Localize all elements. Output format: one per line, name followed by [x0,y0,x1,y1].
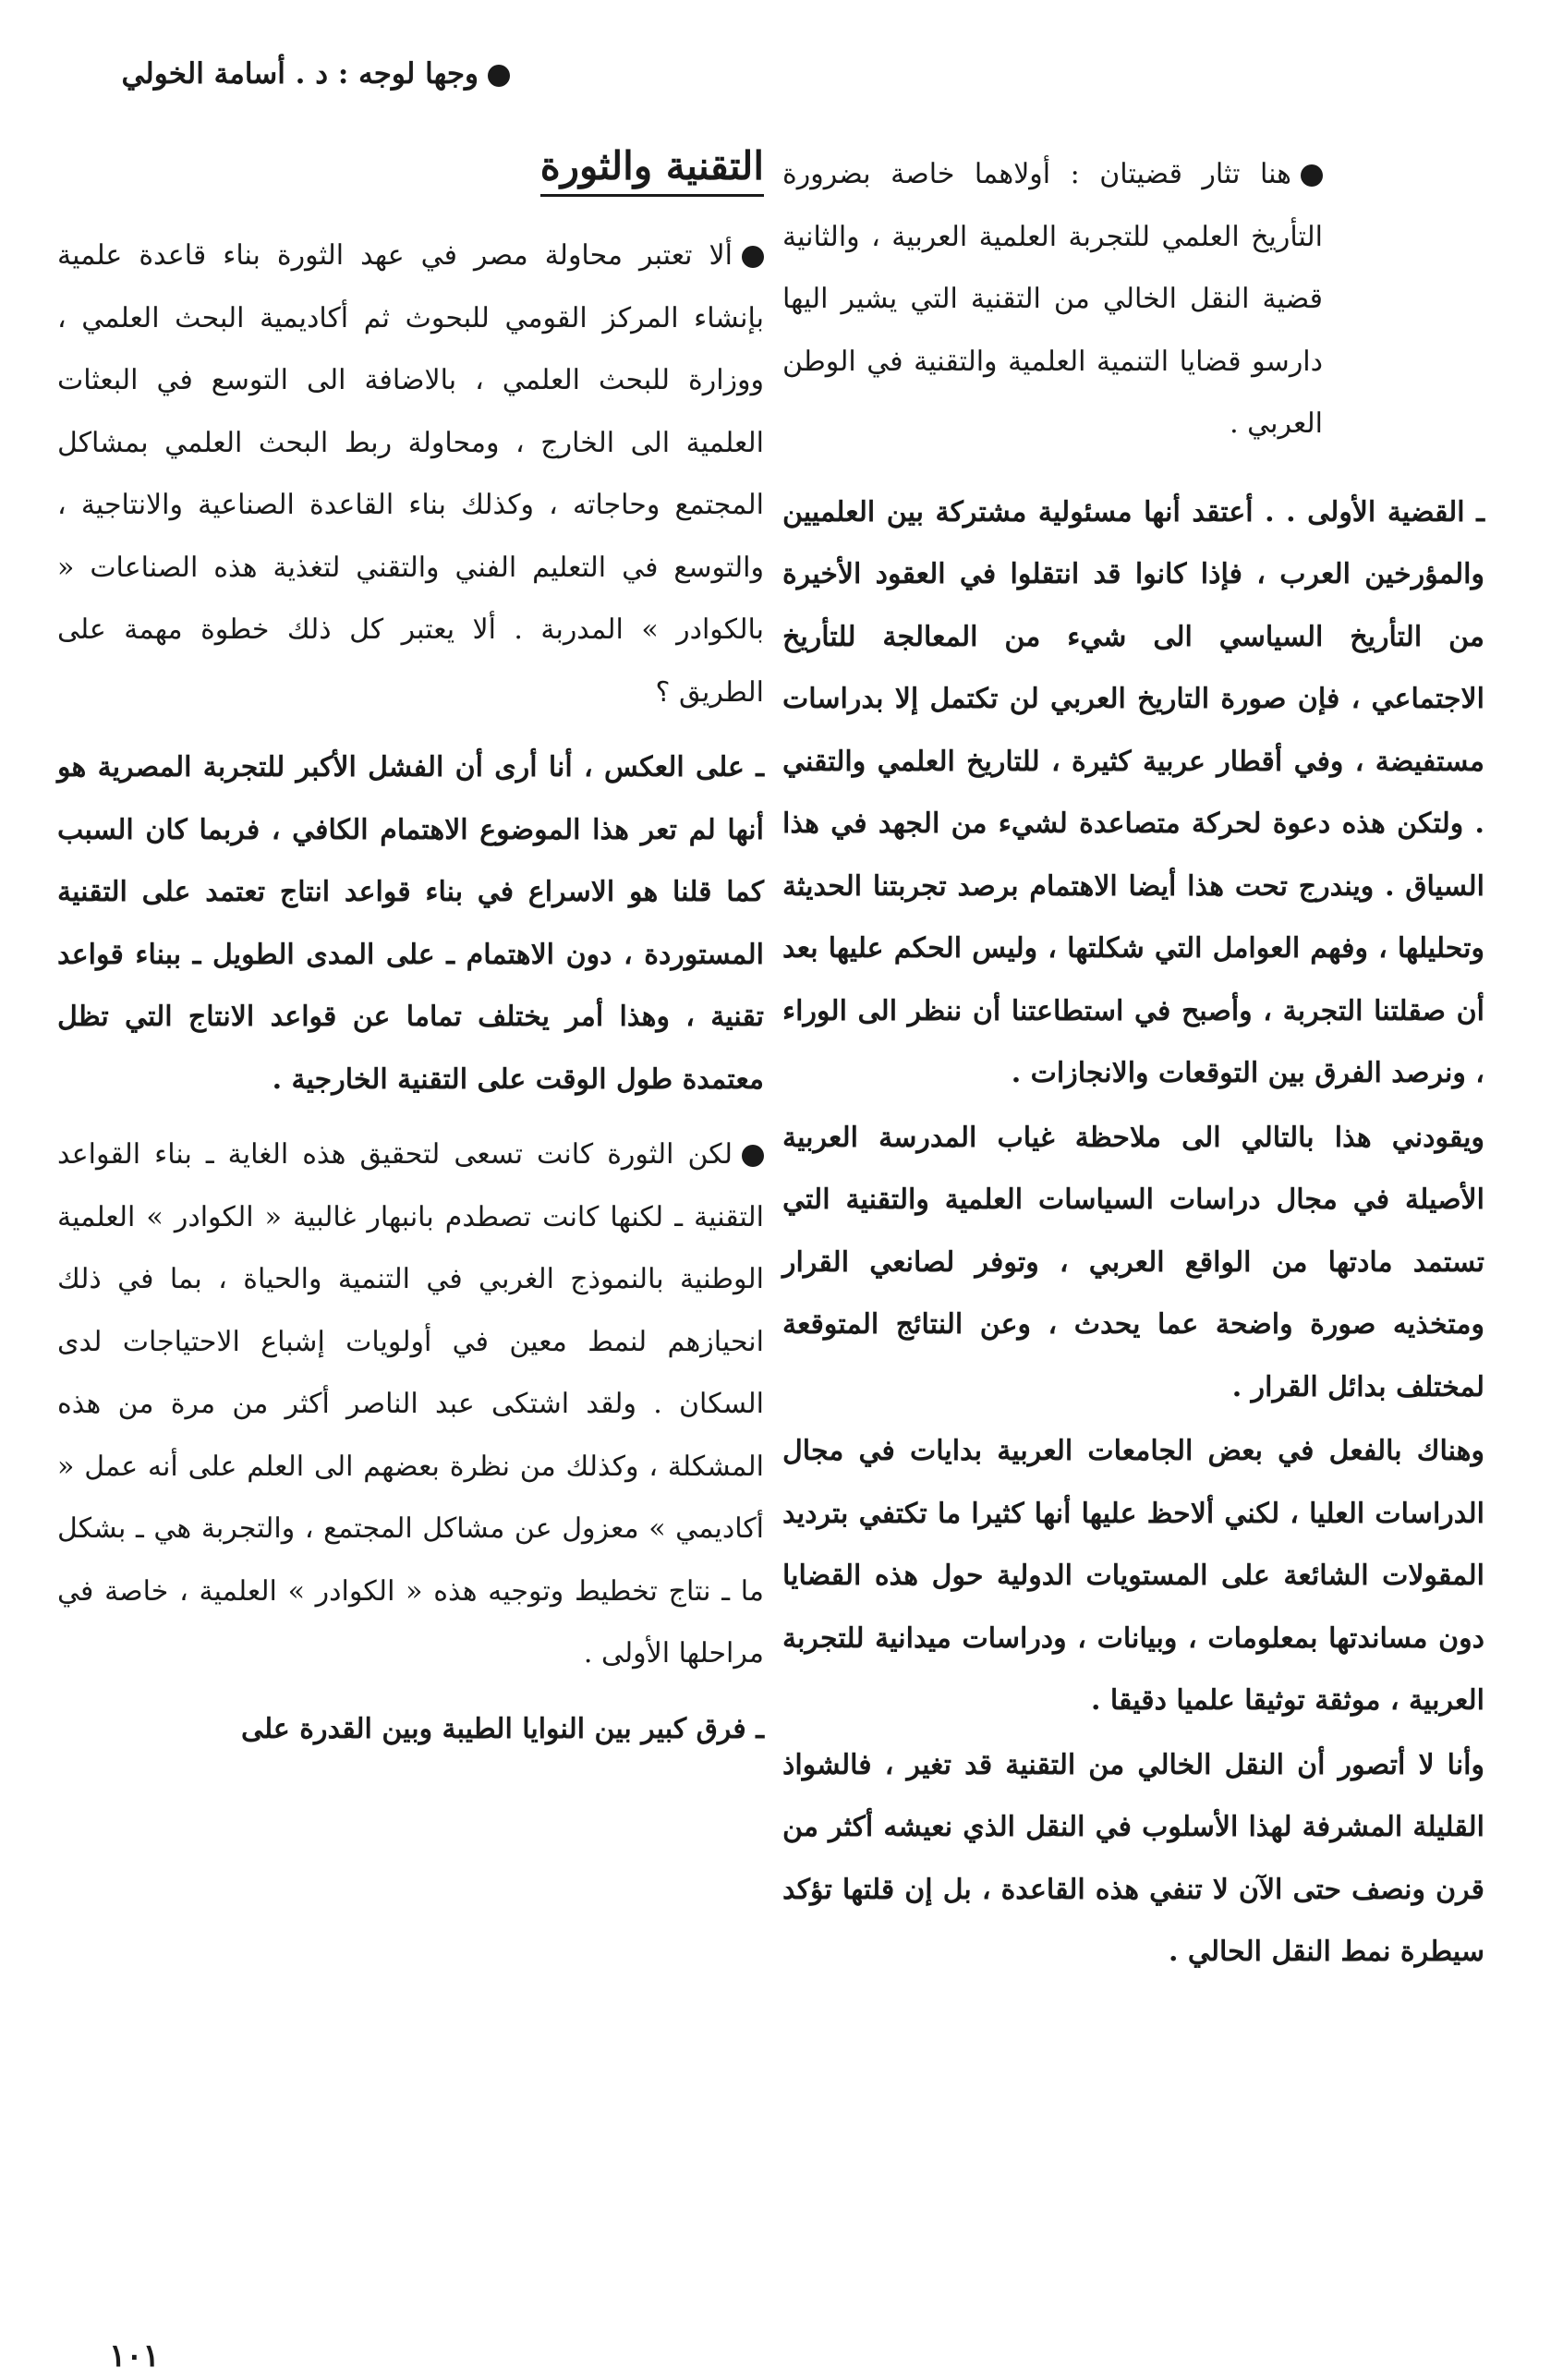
answer-paragraph: ـ فرق كبير بين النوايا الطيبة وبين القدرة على [241,1712,764,1745]
intro-question: هنا تثار قضيتان : أولاهما خاصة بضرورة التأريخ العلمي للتجربة العلمية العربية ، والثانية قضية النقل الخالي من التقنية التي يشير اليها دارسو قضايا التنمية العلمية والتقنية في الوطن العربي . [782,158,1323,440]
section-title: التقنية والثورة [540,143,764,197]
question-paragraph: لكن الثورة كانت تسعى لتحقيق هذه الغاية ـ بناء القواعد التقنية ـ لكنها كانت تصطدم بانبهار غالبية « الكوادر » العلمية الوطنية بالنموذج الغربي في التنمية والحياة ، بما في ذلك انحيازهم لنمط معين في أولويات إشباع الاحتياجات لدى السكان . ولقد اشتكى عبد الناصر أكثر من مرة من هذه المشكلة ، وكذلك من نظرة بعضهم الى العلم على أنه عمل « أكاديمي » معزول عن مشاكل المجتمع ، والتجربة هي ـ بشكل ما ـ نتاج تخطيط وتوجيه هذه « الكوادر » العلمية ، خاصة في مراحلها الأولى . [57,1138,764,1670]
left-column [57,143,764,1773]
bullet-icon [742,246,764,268]
answer-paragraph: وهناك بالفعل في بعض الجامعات العربية بدايات في مجال الدراسات العليا ، لكني ألاحظ عليها أنها كثيرا ما تكتفي بترديد المقولات الشائعة على المستويات الدولية حول هذه القضايا دون مساندتها بمعلومات ، وبيانات ، ودراسات ميدانية للتجربة العربية ، موثقة توثيقا علميا دقيقا . [782,1435,1484,1717]
header-text: وجها لوجه : د . أسامة الخولي [121,57,479,91]
question-paragraph: ألا تعتبر محاولة مصر في عهد الثورة بناء قاعدة علمية بإنشاء المركز القومي للبحوث ثم أكاديمية البحث العلمي ، ووزارة للبحث العلمي ، بالاضافة الى التوسع في البعثات العلمية الى الخارج ، ومحاولة ربط البحث العلمي بمشاكل المجتمع وحاجاته ، وكذلك بناء القاعدة الصناعية والانتاجية ، والتوسع في التعليم الفني والتقني لتغذية هذه الصناعات « بالكوادر » المدربة . ألا يعتبر كل ذلك خطوة مهمة على الطريق ؟ [57,239,764,709]
bullet-icon [488,65,510,87]
running-header [67,57,510,91]
bullet-icon [742,1145,764,1167]
answer-paragraph: ـ على العكس ، أنا أرى أن الفشل الأكبر للتجربة المصرية هو أنها لم تعر هذا الموضوع الاهتمام الكافي ، فربما كان السبب كما قلنا هو الاسراع في بناء قواعد انتاج تعتمد على التقنية المستوردة ، دون الاهتمام ـ على المدى الطويل ـ ببناء قواعد تقنية ، وهذا أمر يختلف تماما عن قواعد الانتاج التي تظل معتمدة طول الوقت على التقنية الخارجية . [57,751,764,1096]
page-number: ١٠١ [109,2338,160,2374]
answer-paragraph: ـ القضية الأولى . . أعتقد أنها مسئولية مشتركة بين العلميين والمؤرخين العرب ، فإذا كانوا قد انتقلوا في العقود الأخيرة من التأريخ السياسي الى شيء من المعالجة للتأريخ الاجتماعي ، فإن صورة التاريخ العربي لن تكتمل إلا بدراسات مستفيضة ، وفي أقطار عربية كثيرة ، للتاريخ العلمي والتقني . ولتكن هذه دعوة لحركة متصاعدة لشيء من الجهد في هذا السياق . ويندرج تحت هذا أيضا الاهتمام برصد تجربتنا الحديثة وتحليلها ، وفهم العوامل التي شكلتها ، وليس الحكم عليها بعد أن صقلتنا التجربة ، وأصبح في استطاعتنا أن ننظر الى الوراء ، ونرصد الفرق بين التوقعات والانجازات . [782,495,1484,1089]
bullet-icon [1301,164,1323,187]
answer-paragraph: وأنا لا أتصور أن النقل الخالي من التقنية قد تغير ، فالشواذ القليلة المشرفة لهذا الأسلوب في النقل الذي نعيشه أكثر من قرن ونصف حتى الآن لا تنفي هذه القاعدة ، بل إن قلتها تؤكد سيطرة نمط النقل الحالي . [782,1748,1484,1968]
answer-paragraph: ويقودني هذا بالتالي الى ملاحظة غياب المدرسة العربية الأصيلة في مجال دراسات السياسات العلمية والتقنية التي تستمد مادتها من الواقع العربي ، وتوفر لصانعي القرار ومتخذيه صورة واضحة عما يحدث ، وعن النتائج المتوقعة لمختلف بدائل القرار . [782,1121,1484,1403]
right-column [782,143,1484,1985]
